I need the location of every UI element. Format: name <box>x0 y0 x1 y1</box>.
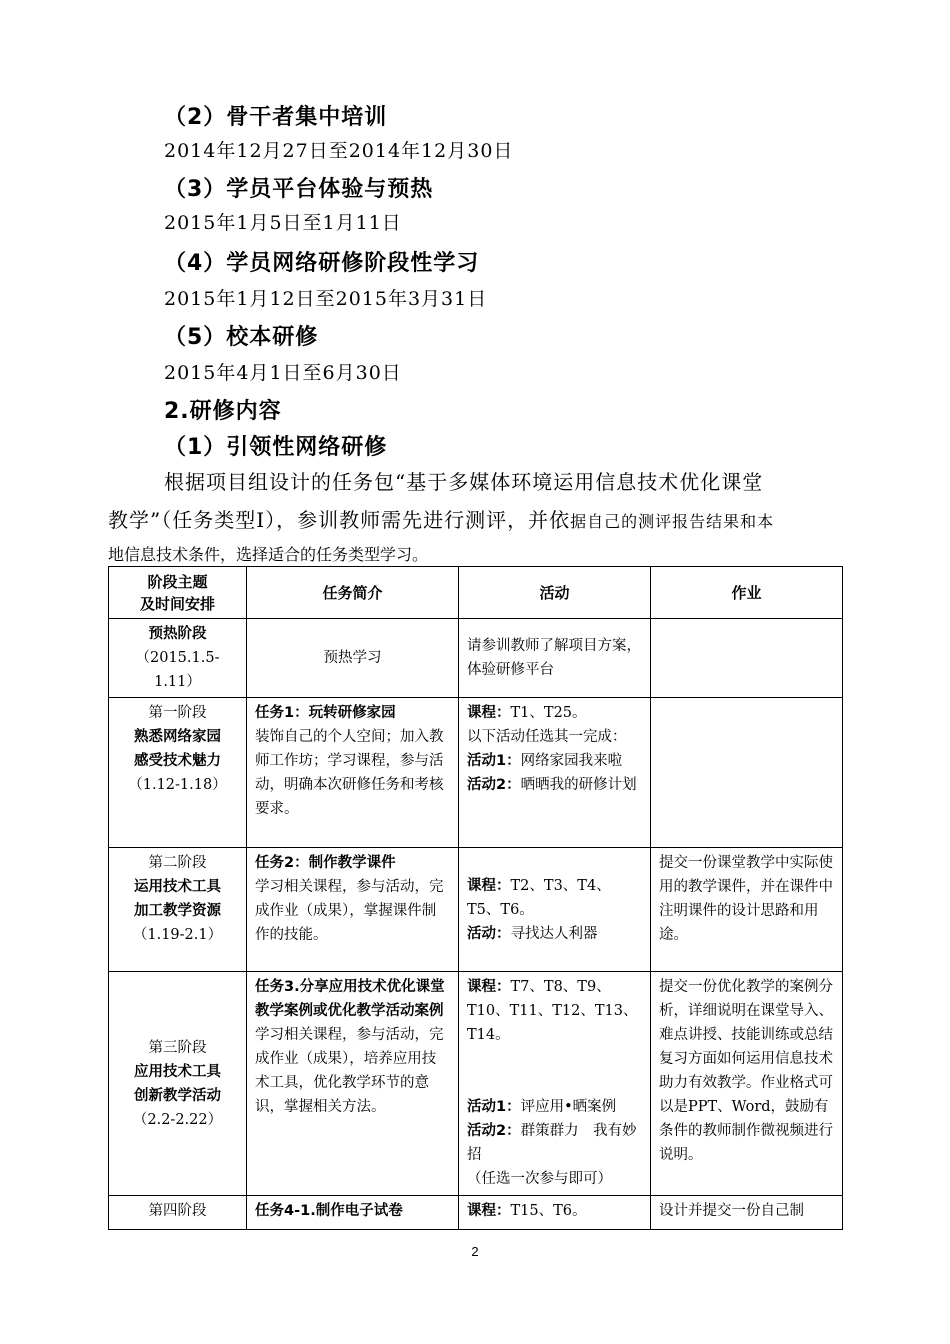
homework-cell <box>651 1196 843 1230</box>
table-row <box>109 1196 843 1230</box>
task-title: 任务4-1.制作电子试卷 <box>255 1203 403 1219</box>
stage-dates: （2015.1.5-1.11） <box>135 650 220 690</box>
activity-label: 活动2： <box>467 777 521 793</box>
task-desc: 预热学习 <box>323 650 382 666</box>
paragraph-line-2 <box>108 504 774 533</box>
activity-line <box>467 975 642 1047</box>
stage-label: 第一阶段 <box>148 705 207 721</box>
activity-line <box>467 725 642 749</box>
table-row <box>109 972 843 1196</box>
activity-label: 课程： <box>467 877 511 894</box>
stage-cell <box>109 619 247 698</box>
page-number: 2 <box>471 1244 479 1259</box>
stage-dates: （2.2-2.22） <box>132 1111 223 1128</box>
task-title: 任务3.分享应用技术优化课堂教学案例或优化教学活动案例 <box>255 979 445 1019</box>
task-cell <box>247 848 459 972</box>
table-row <box>109 848 843 972</box>
task-desc: 装饰自己的个人空间；加入教师工作坊；学习课程，参与活动，明确本次研修任务和考核要求。 <box>255 729 444 817</box>
task-cell <box>247 1196 459 1230</box>
activity-label: 活动1： <box>467 1099 521 1115</box>
stage-name: 熟悉网络家园 感受技术魅力 <box>134 729 221 769</box>
table-header-row <box>109 567 843 619</box>
activity-text: 群策群力 我有妙招 <box>467 1123 637 1163</box>
paragraph-line-2-main: 教学”（任务类型Ⅰ），参训教师需先进行测评，并依 <box>108 508 571 532</box>
activity-line <box>467 1199 642 1223</box>
activity-line <box>467 874 642 922</box>
activity-cell <box>459 698 651 848</box>
paragraph-line-2-small: 据自己的测评报告结果和本 <box>570 512 775 531</box>
task-title: 任务1：玩转研修家园 <box>255 705 396 721</box>
header-homework: 作业 <box>651 567 843 619</box>
activity-text: T7、T8、T9、T10、T11、T12、T13、T14。 <box>467 979 638 1043</box>
activity-label: 课程： <box>467 705 511 721</box>
homework-cell <box>651 698 843 848</box>
activity-line <box>467 749 642 773</box>
homework-cell <box>651 848 843 972</box>
section-heading: （2）骨干者集中培训 <box>164 105 388 130</box>
stage-cell <box>109 972 247 1196</box>
activity-text: 请参训教师了解项目方案，体验研修平台 <box>467 638 641 678</box>
sub-heading: （1）引领性网络研修 <box>164 435 388 460</box>
activity-text: T15、T6。 <box>510 1203 587 1219</box>
activity-text: 网络家园我来啦 <box>520 753 623 769</box>
activity-text: T2、T3、T4、T5、T6。 <box>467 877 611 918</box>
activity-text: T1、T25。 <box>510 705 587 721</box>
activity-cell <box>459 848 651 972</box>
stage-cell <box>109 698 247 848</box>
activity-cell <box>459 619 651 698</box>
stage-label: 第四阶段 <box>148 1203 207 1219</box>
table-row <box>109 698 843 848</box>
activity-label: 课程： <box>467 1203 511 1219</box>
task-cell <box>247 698 459 848</box>
activity-text: （任选一次参与即可） <box>467 1171 612 1187</box>
task-table <box>108 566 843 1230</box>
section-heading: （4）学员网络研修阶段性学习 <box>164 251 480 276</box>
header-activity: 活动 <box>459 567 651 619</box>
homework-text: 设计并提交一份自己制 <box>659 1203 804 1219</box>
stage-label: 第二阶段 <box>148 855 207 871</box>
stage-name: 预热阶段 <box>148 626 207 642</box>
stage-cell <box>109 848 247 972</box>
task-desc: 学习相关课程，参与活动，完成作业（成果），培养应用技术工具，优化教学环节的意识，掌握相关方法。 <box>255 1027 444 1115</box>
activity-cell <box>459 972 651 1196</box>
section-dates: 2015年4月1日至6月30日 <box>164 362 402 384</box>
paragraph-line-1: 根据项目组设计的任务包“基于多媒体环境运用信息技术优化课堂 <box>164 470 764 494</box>
content-heading: 2.研修内容 <box>164 399 282 424</box>
activity-text: 评应用•晒案例 <box>520 1099 617 1115</box>
stage-cell <box>109 1196 247 1230</box>
homework-cell <box>651 619 843 698</box>
activity-spacer <box>467 1047 642 1095</box>
activity-label: 活动2： <box>467 1123 521 1139</box>
activity-text: 以下活动任选其一完成： <box>467 729 627 745</box>
activity-line <box>467 1167 642 1191</box>
section-dates: 2015年1月5日至1月11日 <box>164 212 402 234</box>
homework-text: 提交一份优化教学的案例分析，详细说明在课堂导入、难点讲授、技能训练或总结复习方面如何运用信息技术助力有效教学。作业格式可以是PPT、Word，鼓励有条件的教师制作微视频进行说明。 <box>659 979 833 1163</box>
activity-label: 活动1： <box>467 753 521 769</box>
section-heading: （3）学员平台体验与预热 <box>164 177 434 202</box>
stage-dates: （1.12-1.18） <box>128 777 227 793</box>
activity-line <box>467 1119 642 1167</box>
activity-line <box>467 701 642 725</box>
section-dates: 2015年1月12日至2015年3月31日 <box>164 288 488 310</box>
table-row <box>109 619 843 698</box>
stage-name: 应用技术工具 创新教学活动 <box>134 1063 221 1104</box>
task-desc: 学习相关课程，参与活动，完成作业（成果），掌握课件制作的技能。 <box>255 879 444 943</box>
task-title: 任务2：制作教学课件 <box>255 855 396 871</box>
section-dates: 2014年12月27日至2014年12月30日 <box>164 140 514 162</box>
activity-label: 课程： <box>467 979 511 995</box>
paragraph-line-3: 地信息技术条件，选择适合的任务类型学习。 <box>108 545 429 564</box>
activity-line <box>467 773 642 797</box>
homework-cell <box>651 972 843 1196</box>
task-cell <box>247 972 459 1196</box>
activity-text: 寻找达人利器 <box>510 925 598 942</box>
activity-line <box>467 922 642 946</box>
stage-name: 运用技术工具 加工教学资源 <box>134 879 221 919</box>
stage-label: 第三阶段 <box>148 1039 207 1056</box>
stage-dates: （1.19-2.1） <box>132 927 223 943</box>
activity-cell <box>459 1196 651 1230</box>
header-task: 任务简介 <box>247 567 459 619</box>
activity-text: 晒晒我的研修计划 <box>520 777 637 793</box>
homework-text: 提交一份课堂教学中实际使用的教学课件，并在课件中注明课件的设计思路和用途。 <box>659 855 833 943</box>
section-heading: （5）校本研修 <box>164 325 319 350</box>
activity-line <box>467 1095 642 1119</box>
header-stage: 阶段主题 及时间安排 <box>109 567 247 619</box>
task-cell <box>247 619 459 698</box>
activity-label: 活动： <box>467 925 511 942</box>
